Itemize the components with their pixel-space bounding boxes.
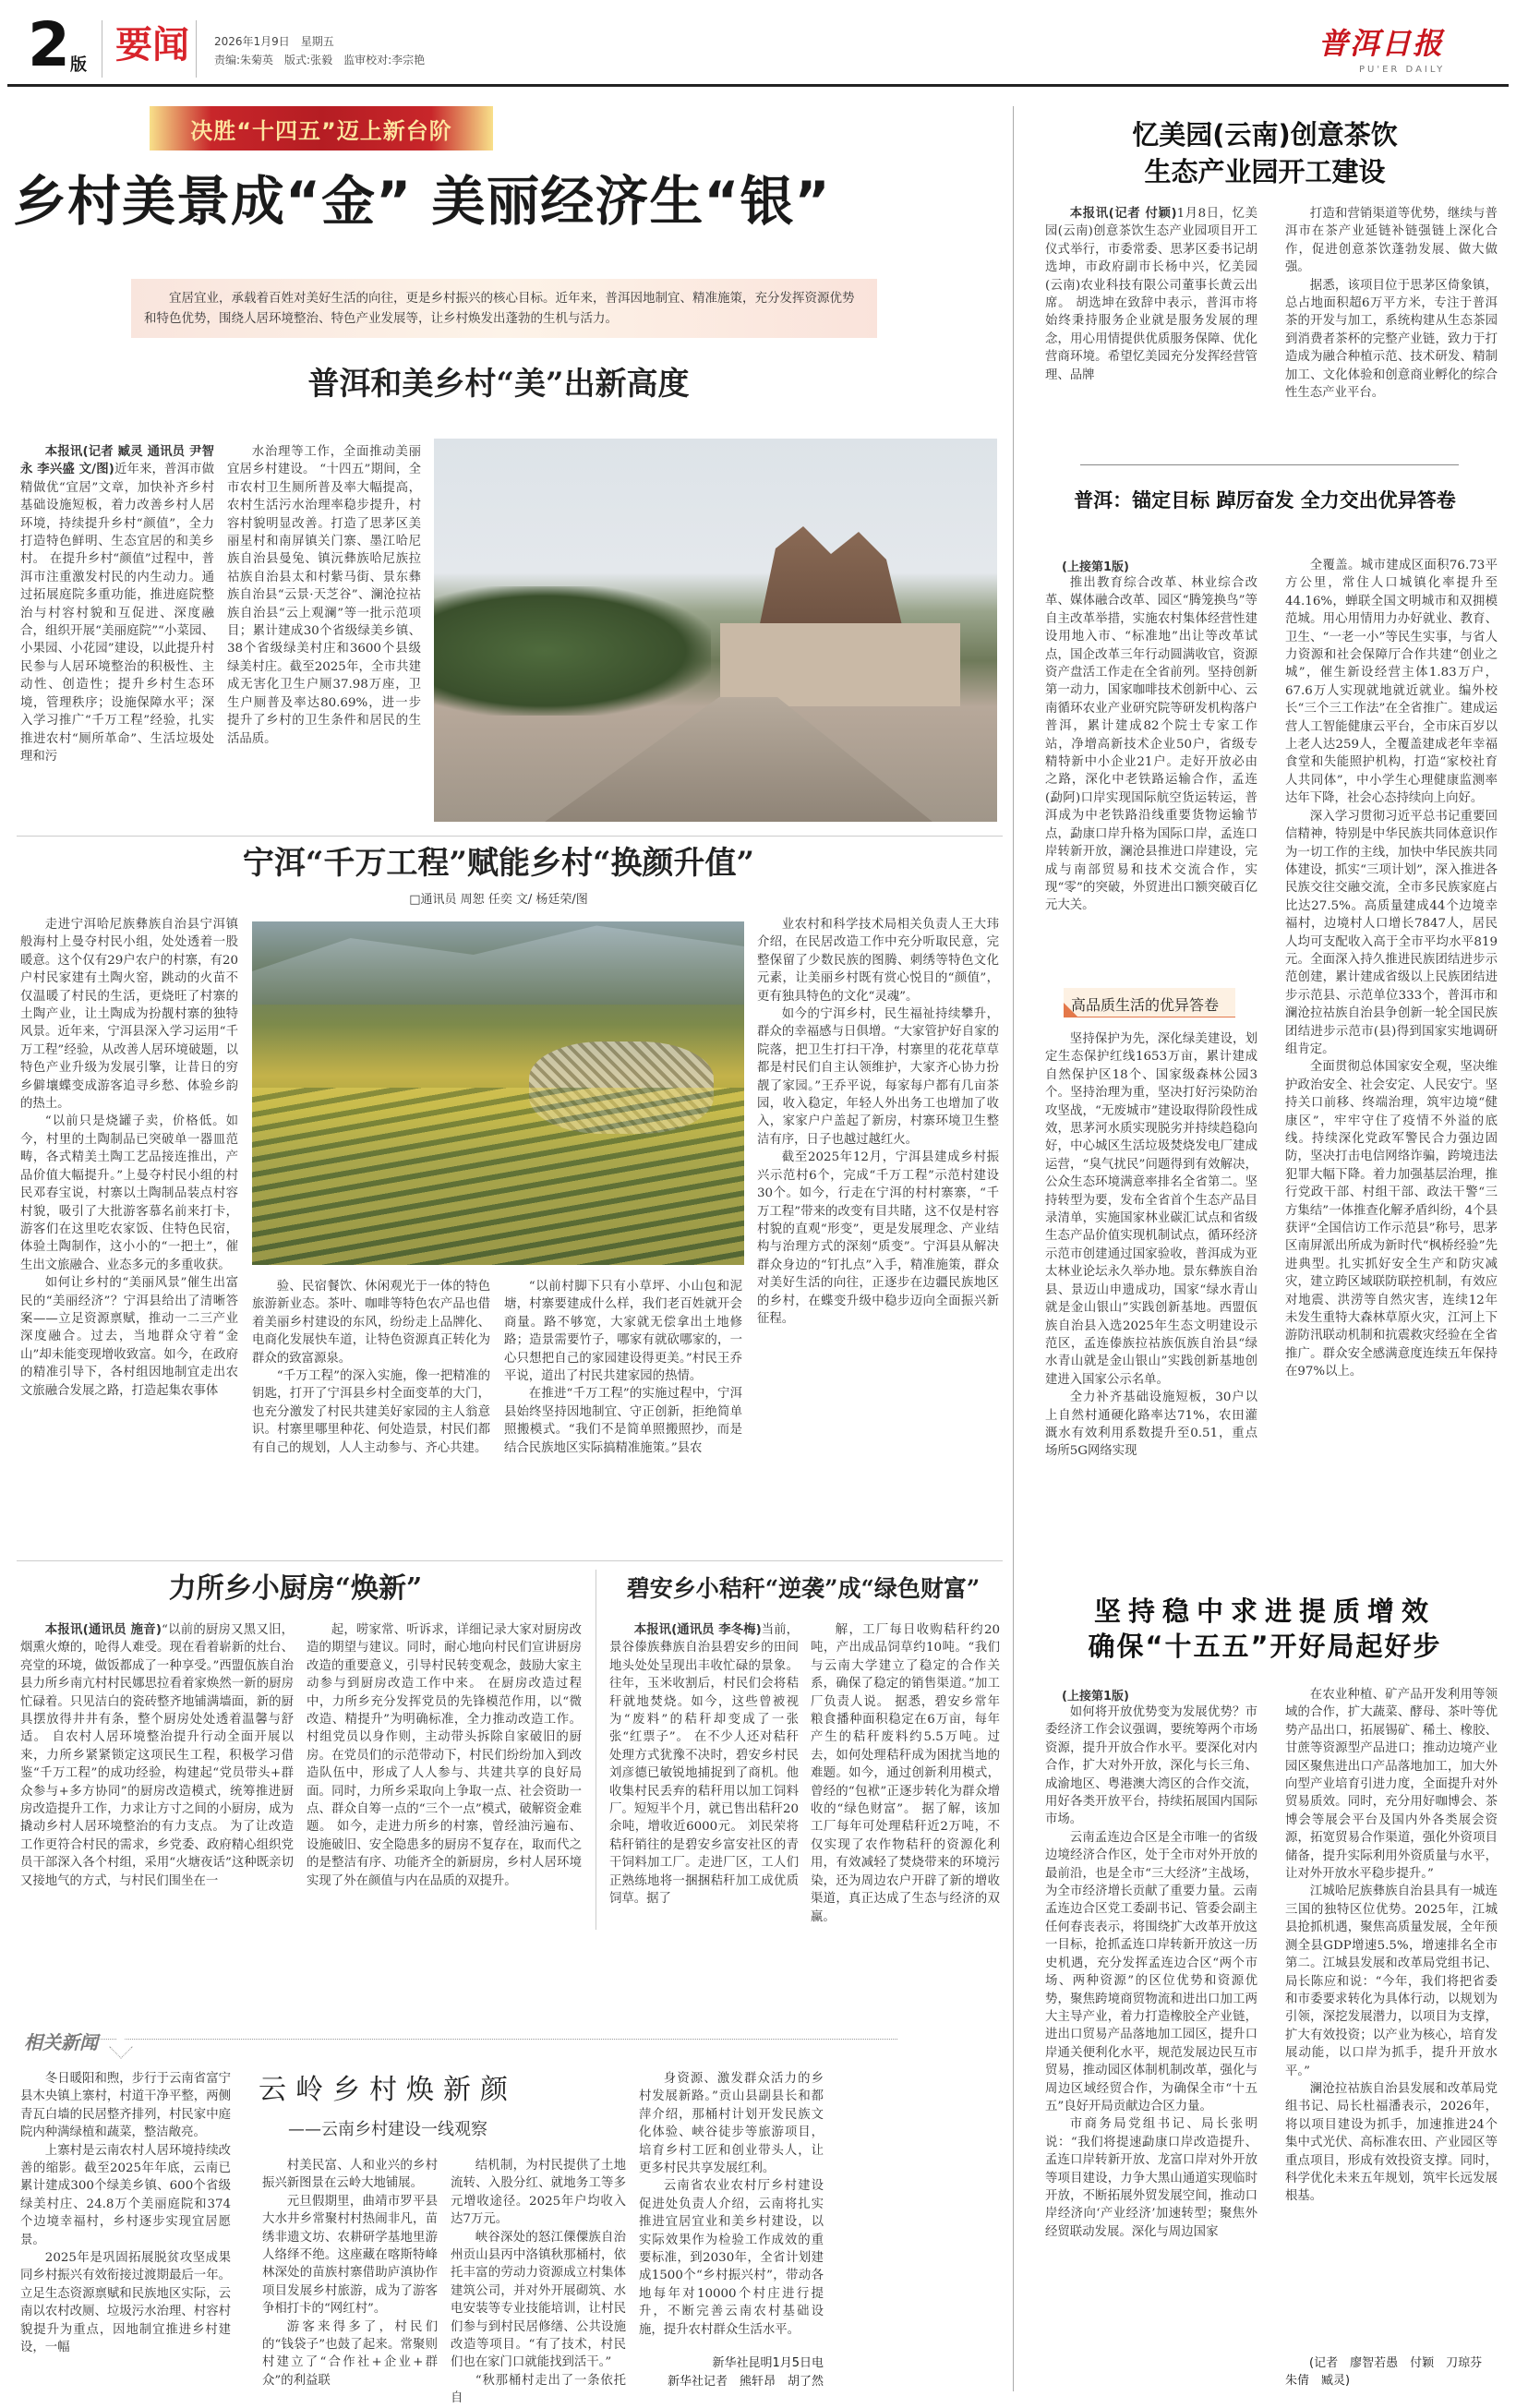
related-col3	[451, 2157, 626, 2406]
article1-col2-text: 水治理等工作，全面推动美丽宜居乡村建设。 “十四五”期间，全市农村卫生厕所普及率大幅提高，农村生活污水治理率稳步提升，村容村貌明显改善。打造了思茅区美丽星村和南屏镇关门寨、墨江哈尼族自治县曼兔、镇沅彝族哈尼族拉祜族自治县太和村紫马街、景东彝族自治县“云景·天芝谷”、澜沧拉祜族自治县“云上观澜”等一批示范项目；累计建成30个省级绿美乡镇、38个省级绿美村庄和3600个县级绿美村庄。截至2025年，全市共建成无害化卫生户厕37.98万座，卫生户厕普及率达80.69%，进一步提升了乡村的卫生条件和居民的生活品质。	[227, 445, 421, 746]
article2-title: 宁洱“千万工程”赋能乡村“换颜升值”	[242, 845, 755, 882]
article1-col1-text: 近年来，普洱市做精做优“宜居”文章，加快补齐乡村基础设施短板，着力改善乡村人居环境，持续提升乡村“颜值”，全力打造特色鲜明、生态宜居的和美乡村。 在提升乡村“颜值”过程中，普洱市注重激发村民的内生动力。通过拓展庭院多重功能，推进庭院整治与村容村貌和互促进、深度融合，组织开展“美丽庭院”“小菜园、小果园、小花园”建设，以此提升村民参与人居环境整治的积极性、主动性、创造性；提升乡村生态环境，管理秩序；设施保障水平；深入学习推广“千万工程”经验，扎实推进农村“厕所革命”、生活垃圾处理和污	[20, 463, 214, 764]
paragraph: 截至2025年12月，宁洱县建成乡村振兴示范村6个，完成“千万工程”示范村建设30个。如今，行走在宁洱的村村寨寨，“千万工程”带来的改变有目共睹，这不仅是村容村貌的直观“形变”，更是发展理念、产业结构与治理方式的深刻“质变”。宁洱县从解决群众身边的“钉扎点”入手，精准施策，群众对美好生活的向往，正逐步在边疆民族地区的乡村，在蝶变升级中稳步迈向全面振兴新征程。	[757, 1150, 999, 1326]
paragraph: 如何让乡村的“美丽风景”催生出富民的“美丽经济”？宁洱县给出了清晰答案——立足资源禀赋，推动一二三产业深度融合。过去，当地群众守着“金山”却未能变现增收致富。如今，在政府的精准引导下，各村组因地制宜走出农文旅融合发展之路，打造起集农事体	[20, 1276, 238, 1398]
article3-col2-text: 起，唠家常、听诉求，详细记录大家对厨房改造的期望与建议。同时，耐心地向村民们宣讲厨房改造的重要意义，引导村民转变观念，鼓励大家主动参与到厨房改造工作中来。 在厨房改造过程中，力所乡充分发挥党员的先锋模范作用，以“微改造、精提升”为明确标准，全力推动改造工作。村组党员以身作则，主动带头拆除自家破旧的厨房。在党员们的示范带动下，村民们纷纷加入到改造队伍中，形成了人人参与、共建共享的良好局面。同时，力所乡采取向上争取一点、社会资助一点、群众自筹一点的“三个一点”模式，破解资金难题。 如今，走进力所乡的村寨，曾经油污遍布、设施破旧、安全隐患多的厨房不复存在，取而代之的是整洁有序、功能齐全的新厨房，乡村人居环境实现了外在颜值与内在品质的双提升。	[307, 1623, 582, 1888]
related-col4-text	[639, 2070, 824, 2339]
right3-col1-text	[1045, 1704, 1257, 2241]
paragraph: 如何将开放优势变为发展优势？市委经济工作会议强调，要统筹两个市场资源，提升开放合作水平。要深化对内合作，扩大对外开放，深化与长三角、成渝地区、粤港澳大湾区的合作交流，用好各类开放平台，持续拓展国内国际市场。	[1045, 1705, 1257, 1827]
paragraph: 江城哈尼族彝族自治县具有一城连三国的独特区位优势。2025年，江城县抢抓机遇，聚焦高质量发展，全年预测全县GDP增速5.5%，增速排名全市第二。江城县发展和改革局党组书记、局长陈应和说：“今年，我们将把省委和市委要求转化为具体行动，以规划为引领，深挖发展潜力，以项目为支撑，扩大有效投资；以产业为核心，培育发展动能，以口岸为抓手，提升开放水平。”	[1285, 1884, 1498, 2078]
right3-col2-text	[1285, 1686, 1498, 2206]
article1-title: 普洱和美乡村“美”出新高度	[307, 366, 690, 403]
article2-col3	[504, 1278, 742, 1553]
related-label: 相关新闻	[24, 2031, 98, 2053]
article4-col1	[609, 1621, 799, 1926]
right3-sign: (记者 廖智若愚 付颖 刀琼芬 朱倩 臧灵)	[1285, 2356, 1495, 2388]
right1-col1-text: 1月8日，忆美园(云南)创意茶饮生态产业园项目开工仪式举行，市委常委、思茅区委书记胡选坤，市政府副市长杨中兴，忆美园(云南)农业科技有限公司董事长黄云出席。 胡选坤在致辞中表示，普洱市将始终秉持服务企业就是服务发展的理念，用心用情提供优质服务保障、优化营商环境。希望忆美园充分发挥经营管理、品牌	[1045, 207, 1257, 382]
related-col4	[639, 2070, 824, 2347]
right2-col2-text	[1285, 557, 1498, 1381]
paragraph: “以前村脚下只有小草坪、小山包和泥塘，村寨要建成什么样，我们老百姓就开会商量。路不够宽，大家就无偿拿出土地修路；造景需要竹子，哪家有就砍哪家的，一心只想把自己的家园建设得更美。”村民王乔平说，道出了村民共建家园的热情。	[504, 1280, 742, 1384]
paragraph: 云南省农业农村厅乡村建设促进处负责人介绍，云南将扎实推进宜居宜业和美乡村建设，以实际效果作为检验工作成效的重要标准，到2030年，全省计划建成1500个“乡村振兴村”，带动各地每年对10000个村庄进行提升，不断完善云南农村基础设施，提升农村群众生活水平。	[639, 2179, 824, 2337]
paper-name-en: PU'ER DAILY	[1359, 65, 1446, 75]
article3-title: 力所乡小厨房“焕新”	[168, 1572, 423, 1605]
right1-col1	[1045, 205, 1257, 441]
paragraph: 在推进“千万工程”的实施过程中，宁洱县始终坚持因地制宜、守正创新，拒绝简单照搬模式。“我们不是简单照搬照抄，而是结合民族地区实际搞精准施策。”县农	[504, 1387, 742, 1455]
right1-col2-text	[1285, 205, 1498, 402]
photo-house-roof	[739, 526, 923, 637]
right2-col1a-text: 推出教育综合改革、林业综合改革、媒体融合改革、园区“腾笼换鸟”等自主改革举措，实施农村集体经营性建设用地入市、“标准地”出让等改革试点，国企改革三年行动圆满收官，资源资产盘活工作走在全省前列。坚持创新第一动力，国家咖啡技术创新中心、云南循环农业产业研究院等研发机构落户普洱，累计建成82个院士专家工作站，净增高新技术企业50户，省级专精特新中小企业21户。走好开放必由之路，深化中老铁路运输合作，孟连(勐阿)口岸实现国际航空货运转运，普洱成为中老铁路沿线重要货物运输节点，勐康口岸升格为国际口岸，孟连口岸转新开放，澜沧县推进口岸建设，完成与南部贸易和技术交流合作，实现“零”的突破，外贸进出口额突破百亿元大关。	[1045, 576, 1257, 913]
article2-col1-text	[20, 916, 238, 1400]
article2-col3-text	[504, 1278, 742, 1457]
paragraph: 村美民富、人和业兴的乡村振兴新图景在云岭大地铺展。	[262, 2159, 438, 2191]
right3-continued: (上接第1版)	[1062, 1690, 1129, 1704]
article2-col1	[20, 916, 238, 1553]
article4-lead: 本报讯(通讯员 李冬梅)	[633, 1623, 762, 1637]
related-col1-text	[20, 2070, 231, 2357]
right2-col1a	[1045, 574, 1257, 981]
related-sign1: 新华社昆明1月5日电	[712, 2356, 824, 2370]
terraced-village-photo	[252, 921, 744, 1265]
photo-trees	[434, 586, 711, 716]
article4-title: 碧安乡小秸秆“逆袭”成“绿色财富”	[626, 1575, 981, 1602]
paragraph: “秋那桶村走出了一条依托自	[451, 2373, 626, 2406]
paragraph: 验、民宿餐饮、休闲观光于一体的特色旅游新业态。茶叶、咖啡等特色农产品也借着美丽乡村建设的东风，纷纷走上品牌化、电商化发展快车道，让特色资源真正转化为群众的致富源泉。	[252, 1280, 490, 1366]
feature-intro-text: 宜居宜业，承载着百姓对美好生活的向往，更是乡村振兴的核心目标。近年来，普洱因地制宜、精准施策，充分发挥资源优势和特色优势，围绕人居环境整治、特色产业发展等，让乡村焕发出蓬勃的生机与活力。	[144, 291, 855, 326]
right2-subhead-text: 高品质生活的优异答卷	[1071, 996, 1220, 1014]
article4-col1-text: 当前，景谷傣族彝族自治县碧安乡的田间地头处处呈现出丰收忙碌的景象。往年，玉米收割后，村民们会将秸秆就地焚烧。如今，这些曾被视为“废料”的秸秆却变成了一张张“红票子”。 在不少人还对秸秆处理方式犹豫不决时，碧安乡村民刘彦德已敏锐地捕捉到了商机。他收集村民丢弃的秸秆用以加工饲料厂。短短半个月，就已售出秸秆20余吨，增收近6000元。 刘民荣将秸秆销往的是碧安乡富安社区的青干饲料加工厂。走进厂区，工人们正熟练地将一捆捆秸秆加工成优质饲草。据了	[609, 1623, 800, 1907]
page-suffix: 版	[70, 55, 87, 75]
feature-intro	[131, 279, 877, 338]
related-subtitle: ——云南乡村建设一线观察	[288, 2120, 487, 2139]
related-col3-text	[451, 2157, 626, 2408]
right3-title-line2: 确保“十五五”开好局起好步	[1088, 1631, 1442, 1662]
paragraph: 全覆盖。城市建成区面积76.73平方公里，常住人口城镇化率提升至44.16%，蝉联全国文明城市和双拥模范城。用心用情用力办好就业、教育、卫生、“一老一小”等民生实事，与省人力资源和社会保障厅合作共建“创业之城”，催生新设经营主体1.83万户，67.6万人实现就地就近就业。编外校长“三个三工作法”在全省推广。建成运营人工智能健康云平台，全市床百岁以上老人达259人，全覆盖建成老年幸福食堂和失能照护机构，打造“家校社育人共同体”，中小学生心理健康监测率达年下降，社会心态持续向上向好。	[1285, 559, 1498, 806]
paragraph: 走进宁洱哈尼族彝族自治县宁洱镇般海村上曼夺村民小组，处处透着一股暖意。这个仅有29户农户的村寨，有20户村民家建有土陶火窑，跳动的火苗不仅温暖了村民的生活，更烧旺了村寨的土陶产业，让土陶成为扮靓村寨的独特风景。近年来，宁洱县深入学习运用“千万工程”经验，从改善人居环境破题，以特色产业升级为发展引擎，让昔日的穷乡僻壤蝶变成游客追寻乡愁、体验乡韵的热土。	[20, 918, 238, 1112]
photo-mountain	[252, 921, 744, 1005]
article2-byline: □通讯员 周恕 任奕 文/ 杨廷荣/图	[409, 893, 588, 907]
right1-title-line2: 生态产业园开工建设	[1144, 156, 1386, 187]
paragraph: 全面贯彻总体国家安全观，坚决维护政治安全、社会安定、人民安宁。坚持关口前移、终端治理，筑牢边境“健康区”，牢牢守住了疫情不外溢的底线。持续深化党政军警民合力强边固防，坚决打击电信网络诈骗，跨境违法犯罪大幅下降。着力加强基层治理，推行党政干部、村组干部、政法干警“三方集结”一体推查化解矛盾纠纷，4个县获评“全国信访工作示范县”称号，思茅区南屏派出所成为新时代“枫桥经验”先进典型。扎实抓好安全生产和防灾减灾，建立跨区域联防联控机制，有效应对地震、洪涝等自然灾害，连续12年未发生重特大森林草原火灾，江河上下游防汛联动机制和抗震救灾经验在全省推广。群众安全感满意度连续五年保持在97%以上。	[1285, 1060, 1498, 1379]
paragraph: 打造和营销渠道等优势，继续与普洱市在茶产业延链补链强链上深化合作，促进创意茶饮蓬勃发展、做大做强。	[1285, 207, 1498, 275]
related-title: 云岭乡村焕新颜	[259, 2074, 517, 2106]
article4-col2-text: 解，工厂每日收购秸秆约20吨，产出成品饲草约10吨。“我们与云南大学建立了稳定的合作关系，确保了稳定的销售渠道。”加工厂负责人说。 据悉，碧安乡常年粮食播种面积稳定在6万亩，每年产生的秸秆废料约5.5万吨。过去，如何处理秸秆成为困扰当地的难题。如今，通过创新利用模式，曾经的“包袱”正逐步转化为群众增收的“绿色财富”。 据了解，该加工厂每年可处理秸秆近2万吨，不仅实现了农作物秸秆的资源化利用，有效减轻了焚烧带来的环境污染，还为周边农户开辟了新的增收渠道，真正达成了生态与经济的双赢。	[811, 1623, 1000, 1924]
article3-rule	[17, 1560, 1003, 1561]
feature-banner	[150, 106, 493, 150]
page-number: 2	[28, 9, 66, 80]
paragraph: 元旦假期里，曲靖市罗平县大水井乡常聚村村热闹非凡，苗绣非遗文坊、农耕研学基地里游人络绎不绝。这座藏在喀斯特峰林深处的苗族村寨借助庐滇协作项目发展乡村旅游，成为了游客争相打卡的“网红村”。	[262, 2194, 438, 2317]
right3-col2	[1285, 1686, 1498, 2351]
related-col2	[262, 2157, 438, 2393]
paragraph: 如今的宁洱乡村，民生福祉持续攀升，群众的幸福感与日俱增。“大家管护好自家的院落，把卫生打扫干净，村寨里的花花草草都是村民们自主认领维护，大家齐心协力扮靓了家园。”王乔平说，每家每户都有几亩茶园，收入稳定，年轻人外出务工也增加了收入，家家户户盖起了新房，村寨环境卫生整洁有序，日子也越过越红火。	[757, 1007, 999, 1147]
article1-col2	[227, 443, 421, 824]
article2-col2	[252, 1278, 490, 1553]
paragraph: 身资源、激发群众活力的乡村发展新路。”贡山县副县长和都萍介绍，那桶村计划开发民族文化体验、峡谷徒步等旅游项目，培育乡村工匠和创业带头人，让更多村民共享发展红利。	[639, 2072, 824, 2176]
related-col1	[20, 2070, 231, 2393]
right1-title-line1: 忆美园(云南)创意茶饮	[1132, 119, 1398, 150]
paragraph: 峡谷深处的怒江傈僳族自治州贡山县丙中洛镇秋那桶村，依托丰富的劳动力资源成立村集体建筑公司，并对外开展砌筑、水电安装等专业技能培训，让村民们参与到村民居修缮、公共设施改造等项目。“有了技术，村民们也在家门口就能找到活干。”	[451, 2230, 626, 2370]
right2-col2	[1285, 557, 1498, 1468]
right3-title-line1: 坚持稳中求进提质增效	[1093, 1595, 1436, 1627]
photo-house-wall	[720, 623, 960, 706]
paragraph: 2025年是巩固拓展脱贫攻坚成果同乡村振兴有效衔接过渡期最后一年。立足生态资源禀赋和民族地区实际，云南以农村改厕、垃圾污水治理、村容村貌提升为重点，因地制宜推进乡村建设，一幅	[20, 2251, 231, 2355]
article3-col1	[20, 1621, 294, 1926]
paragraph: “以前只是烧罐子卖，价格低。如今，村里的土陶制品已突破单一器皿范畴，各式精美土陶工艺品接连推出，产品价值大幅提升。”上曼夺村民小组的村民邓春宝说，村寨以土陶制品装点村容村貌，吸引了大批游客慕名前来打卡，游客们在这里吃农家饭、住特色民宿，体验土陶制作，这小小的“一把土”，催生出文旅融合、业态多元的多重收获。	[20, 1114, 238, 1272]
paragraph: 业农村和科学技术局相关负责人王大玮介绍，在民居改造工作中充分听取民意，完整保留了少数民族的图腾、刺绣等特色文化元素，让美丽乡村既有赏心悦目的“颜值”，更有独具特色的文化“灵魂”。	[757, 918, 999, 1004]
paragraph: 深入学习贯彻习近平总书记重要回信精神，特别是中华民族共同体意识作为一切工作的主线，加快中华民族共同体建设，抓实“三项计划”，深入推进各民族交往交融交流，全市多民族家庭占比达27.5%。高质量建成44个边境幸福村，边境村人口增长7847人，居民人均可支配收入高于全市平均水平819元。全面深入持久推进民族团结进步示范创建，累计建成省级以上民族团结进步示范县、示范单位333个，普洱市和澜沧拉祜族自治县争创新一轮全国民族团结进步示范市(县)得到国家实地调研组肯定。	[1285, 809, 1498, 1056]
right2-continued: (上接第1版)	[1062, 560, 1129, 574]
article2-col2-text	[252, 1278, 490, 1457]
article2-rule	[17, 836, 1003, 837]
right2-col1b	[1045, 1030, 1257, 1468]
masthead	[0, 0, 1516, 89]
paper-logo: 普洱日报	[1318, 26, 1445, 61]
article3-lead: 本报讯(通讯员 施音)	[44, 1623, 162, 1637]
right2-title: 普洱：锚定目标 踔厉奋发 全力交出优异答卷	[1074, 489, 1456, 512]
right1-col2	[1285, 205, 1498, 441]
banner-text: 决胜“十四五”迈上新台阶	[190, 117, 452, 144]
paragraph: 澜沧拉祜族自治县发展和改革局党组书记、局长杜福潘表示，2026年，将以项目建设为抓手，加速推进24个集中式光伏、高标准农田、产业园区等重点项目，形成有效投资支撑。同时，科学优化未来五年规划，筑牢长远发展根基。	[1285, 2081, 1498, 2204]
main-column-divider	[1013, 106, 1014, 2391]
date-line: 2026年1月9日 星期五	[214, 35, 334, 48]
article3-col2	[307, 1621, 582, 1926]
right2-subhead	[1064, 988, 1235, 1017]
related-sign2: 新华社记者 熊轩昂 胡了然	[667, 2375, 824, 2389]
right1-rule	[1080, 464, 1459, 465]
masthead-divider-2	[196, 20, 197, 78]
paragraph: “千万工程”的深入实施，像一把精准的钥匙，打开了宁洱县乡村全面变革的大门，也充分激发了村民共建美好家园的主人翁意识。村寨里哪里种花、何处造景，村民们都有自己的规划，人人主动参与、齐心共建。	[252, 1369, 490, 1455]
editors-line: 责编:朱菊英 版式:张毅 监审校对:李宗艳	[214, 54, 426, 66]
paragraph: 全力补齐基础设施短板，30户以上自然村通硬化路率达71%，农田灌溉水有效利用系数提升至0.51，重点场所5G网络实现	[1045, 1391, 1257, 1459]
article2-col4	[757, 916, 999, 1553]
paragraph: 坚持保护为先，深化绿美建设，划定生态保护红线1653万亩，累计建成自然保护区18个、国家级森林公园3个。坚持治理为重，坚决打好污染防治攻坚战，“无废城市”建设取得阶段性成效，思茅河水质实现脱劣并持续趋稳向好，中心城区生活垃圾焚烧发电厂建成运营，“臭气扰民”问题得到有效解决，公众生态环境满意率排名全省第二。坚持转型为要，发布全省首个生态产品目录清单，实施国家林业碳汇试点和省级生态产品价值实现机制试点，循环经济示范市创建通过国家验收，普洱成为亚太林业论坛永久举办地。景东彝族自治县、景迈山申遗成功，国家“绿水青山就是金山银山”实践创新基地。西盟佤族自治县入选2025年生态文明建设示范区，孟连傣族拉祜族佤族自治县“绿水青山就是金山银山”实践创新基地创建进入国家公示名单。	[1045, 1032, 1257, 1387]
section-name: 要闻	[115, 24, 189, 66]
article4-col2	[811, 1621, 1000, 1926]
related-dotted-rule	[85, 2039, 897, 2040]
article2-col4-text	[757, 916, 999, 1328]
village-road-photo	[434, 439, 997, 822]
article1-col1	[20, 443, 214, 824]
paragraph: 冬日暖阳和煦，步行于云南省富宁县木央镇上寨村，村道干净平整，两侧青瓦白墙的民居整齐排列，村民家中庭院内种满绿植和蔬菜，整洁敞亮。	[20, 2072, 231, 2140]
feature-headline: 乡村美景成“金” 美丽经济生“银”	[13, 170, 831, 233]
article3-col1-text: “以前的厨房又黑又旧，烟熏火燎的，呛得人难受。现在看着崭新的灶台、亮堂的环境，做饭都成了一种享受。”西盟佤族自治县力所乡南亢村村民娜思拉看着家焕然一新的厨房忙碌着。只见洁白的瓷砖整齐地铺满墙面，新的厨具摆放得井井有条，整个厨房处处透着温馨与舒适。 自农村人居环境整治提升行动全面开展以来，力所乡紧紧锁定这项民生工程，积极学习借鉴“千万工程”的成功经验，构建起“党员带头+群众参与+多方协同”的厨房改造模式，统筹推进厨房改造提升工作，力求让方寸之间的小厨房，成为撬动乡村人居环境整治的有力支点。 为了让改造工作更符合村民的需求，乡党委、政府精心组织党员干部深入各个村组，采用“火塘夜话”这种既亲切又接地气的方式，与村民们围坐在一	[20, 1623, 294, 1888]
related-col2-text	[262, 2157, 438, 2390]
right2-col1b-text	[1045, 1030, 1257, 1461]
masthead-rule	[7, 84, 1509, 87]
paragraph: 据悉，该项目位于思茅区倚象镇，总占地面积超6万平方米，专注于普洱茶的开发与加工，系统构建从生态茶园到消费者茶杯的完整产业链，致力于打造成为融合种植示范、技术研发、精制加工、文化体验和创意商业孵化的综合性生态产业平台。	[1285, 278, 1498, 401]
paragraph: 云南孟连边合区是全市唯一的省级边境经济合作区，处于全市对外开放的最前沿，也是全市“三大经济”主战场，为全市经济增长贡献了重要力量。云南孟连边合区党工委副书记、管委会副主任何春丧表示，将围绕扩大改革开放这一目标，抢抓孟连口岸转新开放这一历史机遇，充分发挥孟连边合区“两个市场、两种资源”的区位优势和资源优势，聚焦跨境商贸物流和进出口加工两大主导产业，着力打造橡胶全产业链，进出口贸易产品落地加工园区，提升口岸通关便利化水平，规范发展边民互市贸易，推动园区体制机制改革，强化与周边区域经贸合作，为确保全市“十五五”良好开局贡献边合区力量。	[1045, 1830, 1257, 2113]
paragraph: 在农业种植、矿产品开发利用等领域的合作，扩大蔬菜、酵母、茶叶等优势产品出口，拓展锡矿、稀土、橡胶、甘蔗等资源型产品进口；推动边境产业园区聚焦进出口产品落地加工，加大外向型产业培育引进力度，全面提升对外贸易质效。同时，充分用好咖博会、茶博会等展会平台及国内外各类展会资源，拓宽贸易合作渠道，强化外资项目储备，提升实际利用外资质量与水平，让对外开放水平稳步提升。”	[1285, 1688, 1498, 1882]
paragraph: 市商务局党组书记、局长张明说：“我们将提速勐康口岸改造提升、孟连口岸转新开放、龙富口岸对外开放等项目建设，力争大黑山通道实现临时开放，不断拓展外贸发展空间，推动口岸经济向‘产业经济’加速转型；聚焦外经贸联动发展。深化与周边国家	[1045, 2117, 1257, 2239]
paragraph: 上寨村是云南农村人居环境持续改善的缩影。截至2025年年底，云南已累计建成300个绿美乡镇、600个省级绿美村庄、24.8万个美丽庭院和374个边境幸福村，乡村逐步实现宜居愿景。	[20, 2143, 231, 2247]
article1-lead: 本报讯(记者 臧灵 通讯员 尹智永 李兴盛 文/图)	[20, 445, 214, 477]
right3-col1	[1045, 1704, 1257, 2391]
right1-lead: 本报讯(记者 付颖)	[1069, 207, 1177, 221]
photo-terraces	[252, 1088, 744, 1265]
paragraph: 游客来得多了，村民们的“钱袋子”也鼓了起来。常聚则村建立了“合作社+企业+群众”的利益联	[262, 2319, 438, 2388]
photo-road	[545, 697, 932, 822]
paragraph: 结机制，为村民提供了土地流转、入股分红、就地务工等多元增收途径。2025年户均收入达7万元。	[451, 2159, 626, 2227]
